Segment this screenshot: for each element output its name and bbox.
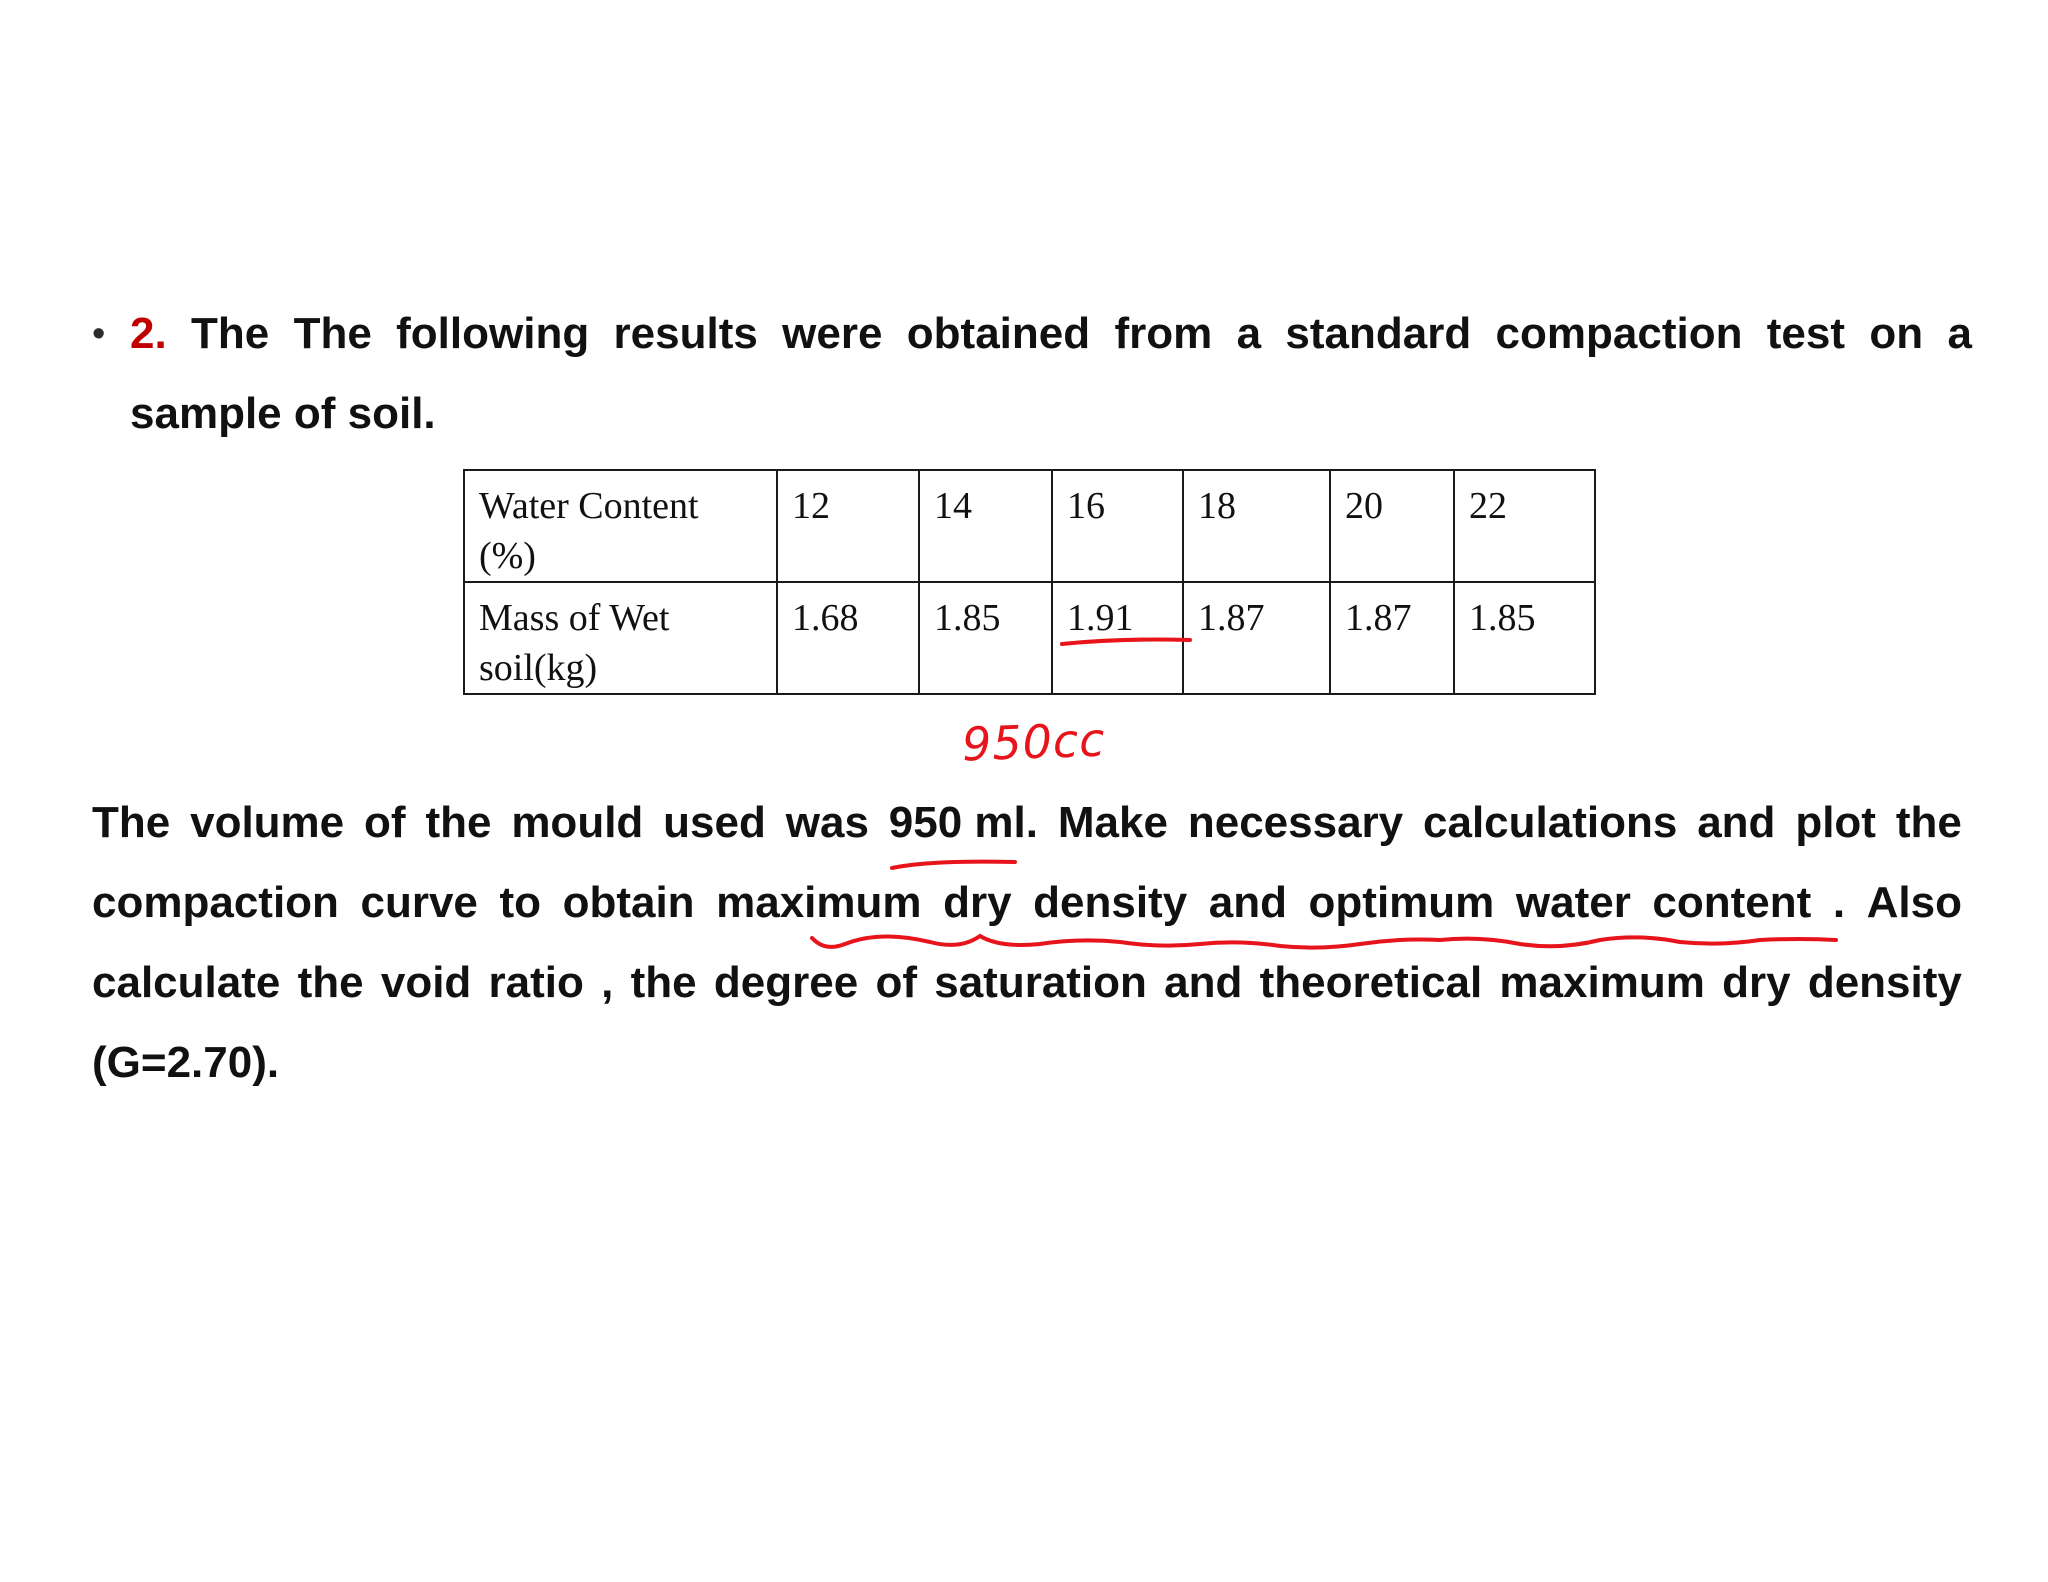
text-word: test bbox=[1766, 309, 1846, 358]
row-header-line: soil(kg) bbox=[479, 647, 598, 689]
row-header-line: Water Content bbox=[479, 485, 699, 527]
text-word: from bbox=[1114, 309, 1213, 358]
row-header-line: Mass of Wet bbox=[479, 597, 670, 639]
text-word: curve bbox=[360, 878, 478, 927]
text-word: of bbox=[875, 958, 917, 1007]
table-row-water-content bbox=[464, 470, 1595, 582]
table-cell: 16 bbox=[1052, 470, 1183, 582]
text-word: ratio bbox=[488, 958, 584, 1007]
text-word: the bbox=[1895, 798, 1962, 847]
table-cell: 20 bbox=[1330, 470, 1454, 582]
handwritten-note: 950cc bbox=[961, 712, 1107, 772]
table-cell: 12 bbox=[777, 470, 919, 582]
text-word: was bbox=[785, 798, 869, 847]
table-cell: 1.87 bbox=[1330, 582, 1454, 694]
text-word: the bbox=[297, 958, 364, 1007]
text-word: . bbox=[1832, 878, 1846, 927]
text-word: Also bbox=[1866, 878, 1962, 927]
text-word: of bbox=[364, 798, 406, 847]
text-word: results bbox=[613, 309, 758, 358]
text-word: degree bbox=[713, 958, 859, 1007]
text-word: density bbox=[1033, 878, 1188, 927]
text-word: a bbox=[1236, 309, 1262, 358]
text-word: mould bbox=[511, 798, 644, 847]
question-number: 2. bbox=[130, 309, 167, 358]
paragraph-line-4: (G=2.70). bbox=[92, 1038, 280, 1087]
text-word: 950 ml. bbox=[888, 798, 1039, 847]
text-word: calculate bbox=[92, 958, 281, 1007]
text-word: , bbox=[601, 958, 614, 1007]
table-cell: 1.85 bbox=[919, 582, 1052, 694]
text-word: The bbox=[92, 798, 171, 847]
table-row-mass-wet-soil bbox=[464, 582, 1595, 694]
text-word: The bbox=[191, 309, 270, 358]
text-word: were bbox=[782, 309, 883, 358]
text-word: maximum bbox=[1499, 958, 1705, 1007]
underline-950-ml bbox=[892, 862, 1015, 868]
row-header-water-content bbox=[464, 470, 777, 582]
text-word: a bbox=[1947, 309, 1972, 358]
compaction-data-table bbox=[463, 469, 1596, 695]
text-word: obtain bbox=[562, 878, 695, 927]
text-word: optimum bbox=[1308, 878, 1495, 927]
text-word: to bbox=[499, 878, 541, 927]
text-word: the bbox=[425, 798, 492, 847]
text-word: The bbox=[293, 309, 372, 358]
text-word: density bbox=[1807, 958, 1962, 1007]
text-word: following bbox=[396, 309, 590, 358]
question-line-2: sample of soil. bbox=[130, 389, 436, 438]
text-word: plot bbox=[1795, 798, 1876, 847]
text-word: used bbox=[663, 798, 766, 847]
paragraph-line-2 bbox=[92, 875, 1962, 931]
table-cell: 1.85 bbox=[1454, 582, 1595, 694]
text-word: content bbox=[1652, 878, 1812, 927]
table-cell: 14 bbox=[919, 470, 1052, 582]
text-word: necessary bbox=[1187, 798, 1404, 847]
text-word: volume bbox=[190, 798, 345, 847]
question-line-1 bbox=[130, 306, 1972, 362]
table-cell: 1.68 bbox=[777, 582, 919, 694]
text-word: void bbox=[380, 958, 472, 1007]
text-word: compaction bbox=[92, 878, 339, 927]
text-word: calculations bbox=[1423, 798, 1678, 847]
text-word: standard bbox=[1285, 309, 1472, 358]
paragraph-line-3 bbox=[92, 955, 1962, 1011]
text-word: obtained bbox=[906, 309, 1091, 358]
bullet-dot-icon: • bbox=[92, 313, 106, 355]
text-word: dry bbox=[943, 878, 1012, 927]
text-word: and bbox=[1208, 878, 1287, 927]
paragraph-line-1 bbox=[92, 795, 1962, 851]
row-header-mass-wet-soil bbox=[464, 582, 777, 694]
text-word: the bbox=[630, 958, 697, 1007]
text-word: Make bbox=[1057, 798, 1168, 847]
text-word: dry bbox=[1722, 958, 1791, 1007]
text-word: theoretical bbox=[1259, 958, 1483, 1007]
table-cell: 18 bbox=[1183, 470, 1330, 582]
text-word: on bbox=[1869, 309, 1924, 358]
text-word: and bbox=[1697, 798, 1776, 847]
text-word: compaction bbox=[1495, 309, 1743, 358]
underline-max-dry-density bbox=[812, 936, 1836, 948]
text-word: maximum bbox=[716, 878, 922, 927]
text-word: saturation bbox=[934, 958, 1147, 1007]
table-cell: 22 bbox=[1454, 470, 1595, 582]
text-word: and bbox=[1164, 958, 1243, 1007]
row-header-line: (%) bbox=[479, 535, 536, 577]
table-cell: 1.91 bbox=[1052, 582, 1183, 694]
table-cell: 1.87 bbox=[1183, 582, 1330, 694]
text-word: water bbox=[1515, 878, 1631, 927]
